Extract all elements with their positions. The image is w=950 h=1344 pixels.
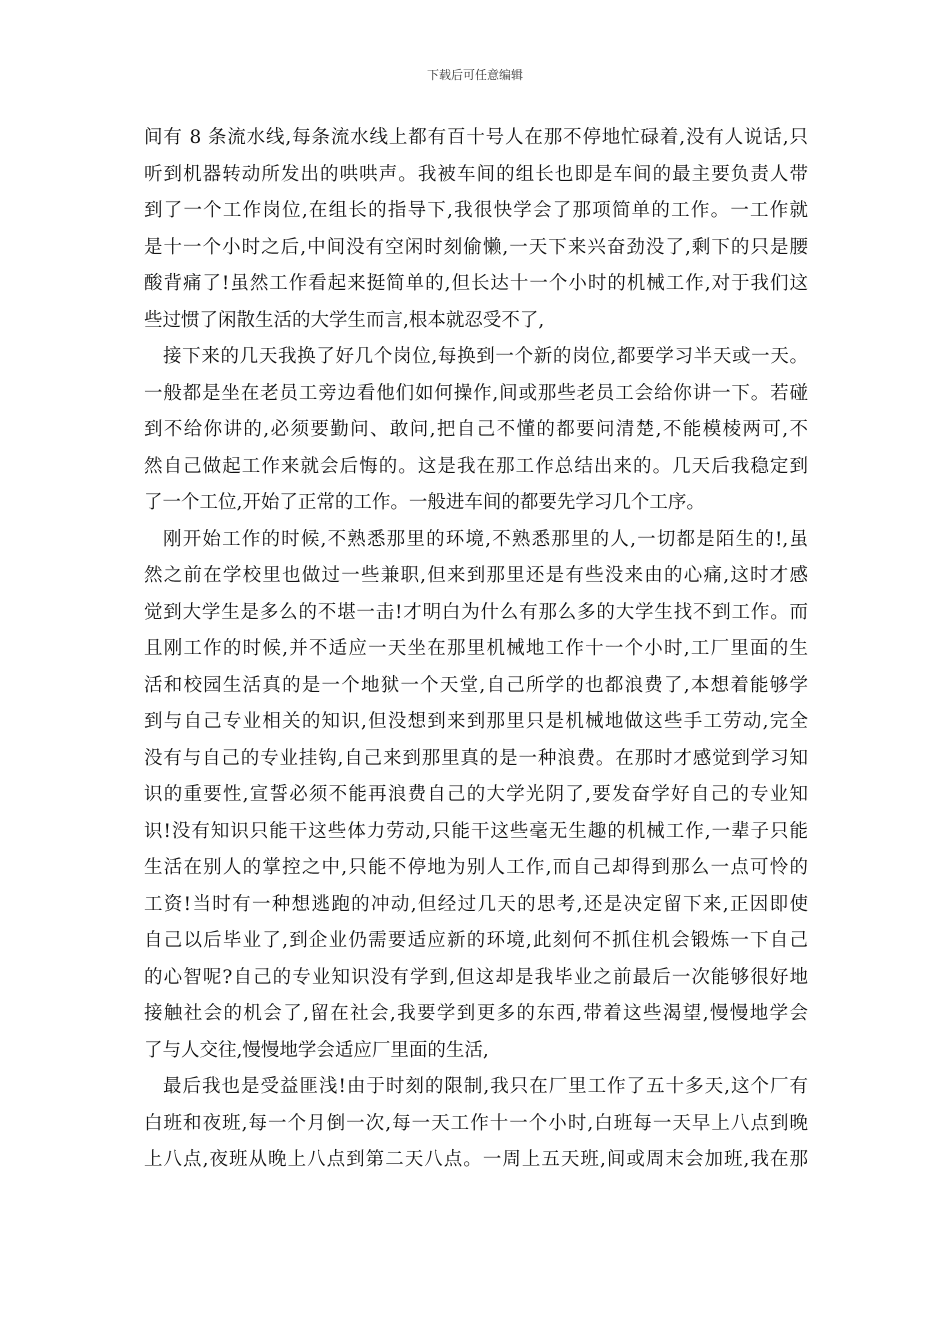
text-line: 白班和夜班,每一个月倒一次,每一天工作十一个小时,白班每一天早上八点到晚 [144, 1112, 808, 1134]
page-header: 下载后可任意编辑 [426, 68, 523, 82]
text-line: 听到机器转动所发出的哄哄声。我被车间的组长也即是车间的最主要负责人带 [144, 163, 808, 185]
text-line: 然之前在学校里也做过一些兼职,但来到那里还是有些没来由的心痛,这时才感 [144, 565, 808, 586]
paragraph [144, 339, 808, 522]
text-line: 没有与自己的专业挂钩,自己来到那里真的是一种浪费。在那时才感觉到学习知 [144, 747, 808, 769]
text-line: 上八点,夜班从晚上八点到第二天八点。一周上五天班,间或周末会加班,我在那 [144, 1149, 808, 1170]
text-line: 工资!当时有一种想逃跑的冲动,但经过几天的思考,还是决定留下来,正因即使 [144, 893, 808, 915]
text-line: 然自己做起工作来就会后悔的。这是我在那工作总结出来的。几天后我稳定到 [144, 455, 808, 477]
text-line: 识的重要性,宣誓必须不能再浪费自己的大学光阴了,要发奋学好自己的专业知 [144, 784, 808, 805]
text-line: 最后我也是受益匪浅!由于时刻的限制,我只在厂里工作了五十多天,这个厂有 [163, 1076, 808, 1097]
text-line: 到了一个工作岗位,在组长的指导下,我很快学会了那项简单的工作。一工作就 [144, 200, 808, 221]
text-line: 酸背痛了!虽然工作看起来挺简单的,但长达十一个小时的机械工作,对于我们这 [144, 273, 808, 294]
text-line: 了一个工位,开始了正常的工作。一般进车间的都要先学习几个工序。 [144, 492, 705, 513]
text-line: 了与人交往,慢慢地学会适应厂里面的生活, [144, 1039, 489, 1061]
text-line: 一般都是坐在老员工旁边看他们如何操作,间或那些老员工会给你讲一下。若碰 [144, 382, 808, 404]
paragraph [144, 120, 808, 339]
document-body [144, 120, 808, 1179]
text-line: 活和校园生活真的是一个地狱一个天堂,自己所学的也都浪费了,本想着能够学 [144, 674, 808, 696]
text-line: 刚开始工作的时候,不熟悉那里的环境,不熟悉那里的人,一切都是陌生的!,虽 [163, 528, 808, 550]
text-line: 生活在别人的掌控之中,只能不停地为别人工作,而自己却得到那么一点可怜的 [144, 857, 808, 878]
text-line: 接触社会的机会了,留在社会,我要学到更多的东西,带着这些渴望,慢慢地学会 [144, 1003, 808, 1024]
text-line: 且刚工作的时候,并不适应一天坐在那里机械地工作十一个小时,工厂里面的生 [144, 638, 808, 659]
text-line: 的心智呢?自己的专业知识没有学到,但这却是我毕业之前最后一次能够很好地 [144, 966, 808, 988]
text-line: 觉到大学生是多么的不堪一击!才明白为什么有那么多的大学生找不到工作。而 [144, 601, 808, 623]
text-line: 到与自己专业相关的知识,但没想到来到那里只是机械地做这些手工劳动,完全 [144, 711, 808, 732]
text-line: 自己以后毕业了,到企业仍需要适应新的环境,此刻何不抓住机会锻炼一下自己 [144, 930, 808, 951]
text-line: 间有 8 条流水线,每条流水线上都有百十号人在那不停地忙碌着,没有人说话,只 [144, 127, 808, 148]
text-line: 接下来的几天我换了好几个岗位,每换到一个新的岗位,都要学习半天或一天。 [163, 346, 808, 367]
paragraph [144, 522, 808, 1070]
text-line: 识!没有知识只能干这些体力劳动,只能干这些毫无生趣的机械工作,一辈子只能 [144, 820, 808, 842]
text-line: 些过惯了闲散生活的大学生而言,根本就忍受不了, [144, 309, 545, 331]
paragraph [144, 1069, 808, 1179]
text-line: 到不给你讲的,必须要勤问、敢问,把自己不懂的都要问清楚,不能模棱两可,不 [144, 419, 808, 440]
text-line: 是十一个小时之后,中间没有空闲时刻偷懒,一天下来兴奋劲没了,剩下的只是腰 [144, 236, 808, 258]
